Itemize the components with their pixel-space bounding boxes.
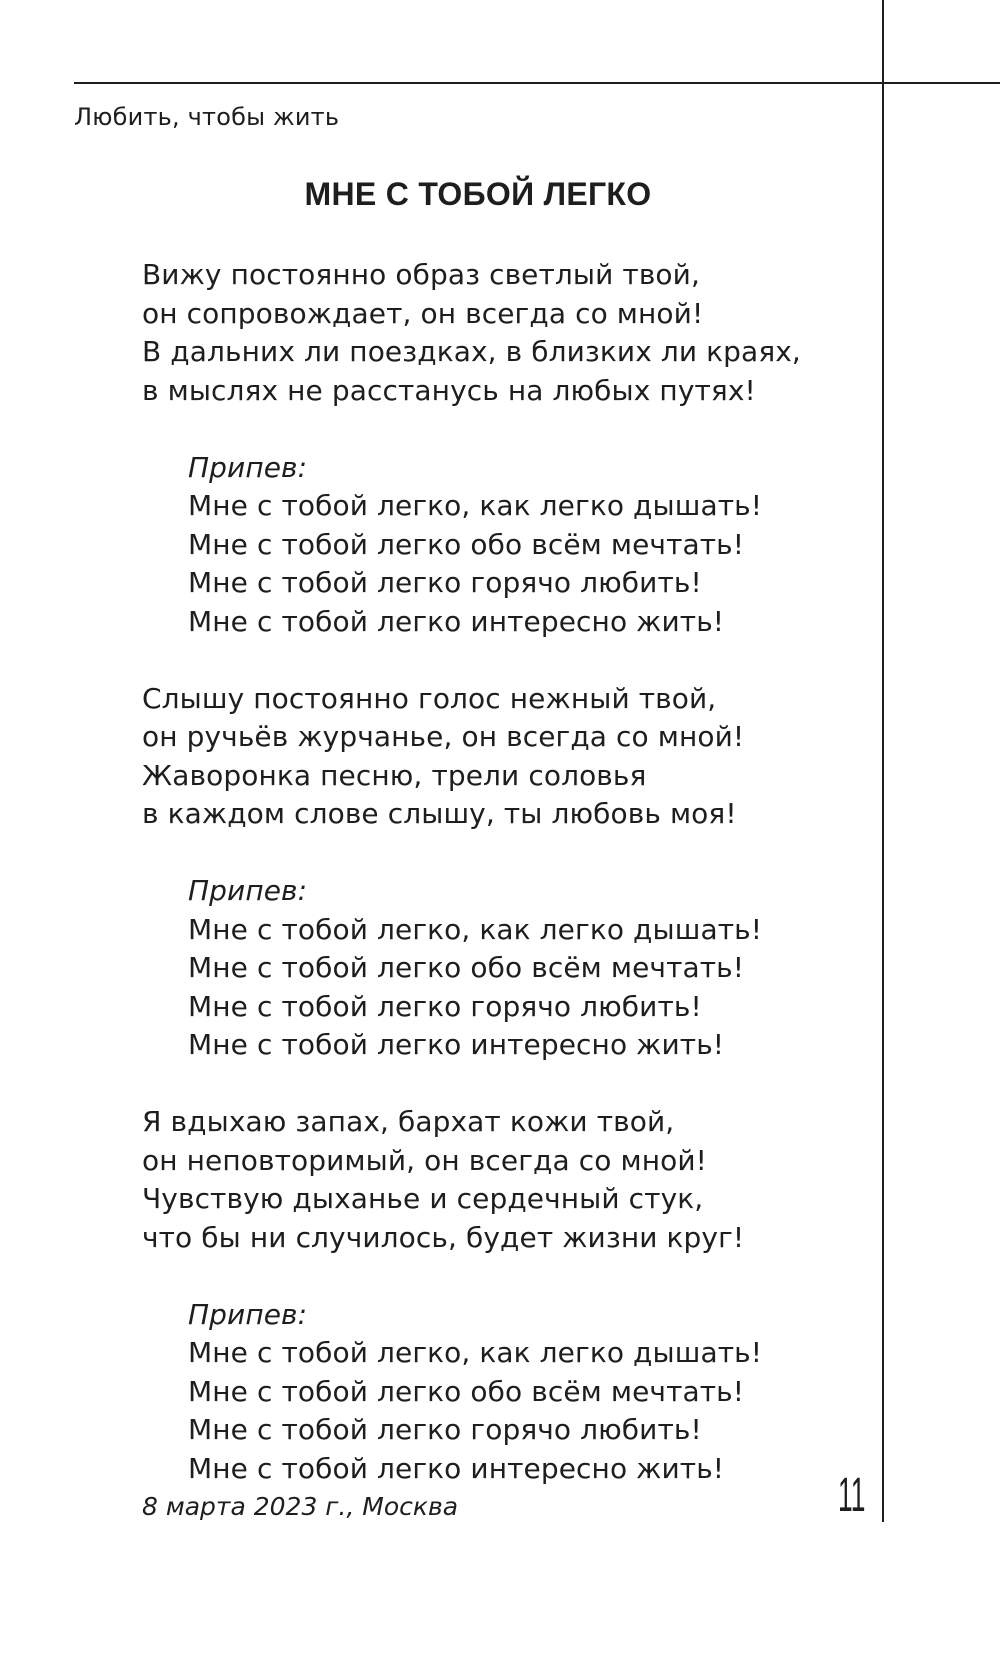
poem-title: МНЕ С ТОБОЙ ЛЕГКО bbox=[304, 176, 652, 212]
chorus-stanza bbox=[142, 449, 877, 642]
chorus-line: Мне с тобой легко, как легко дышать! bbox=[188, 1336, 763, 1369]
page-number-rule bbox=[882, 1476, 884, 1522]
date-place: 8 марта 2023 г., Москва bbox=[142, 1492, 459, 1521]
verse-line: он ручьёв журчанье, он всегда со мной! bbox=[142, 720, 745, 753]
chorus-stanza bbox=[142, 872, 877, 1065]
chorus-label: Припев: bbox=[188, 874, 308, 907]
margin-rule bbox=[882, 0, 884, 1476]
verse-stanza bbox=[142, 1103, 877, 1257]
verse-line: в мыслях не расстанусь на любых путях! bbox=[142, 373, 756, 407]
chorus-line: Мне с тобой легко интересно жить! bbox=[188, 1028, 725, 1061]
chorus-label: Припев: bbox=[188, 1297, 308, 1331]
verse-line: В дальних ли поездках, в близких ли краях, bbox=[142, 335, 801, 368]
chorus-line: Мне с тобой легко обо всём мечтать! bbox=[188, 527, 745, 561]
chorus-line: Мне с тобой легко интересно жить! bbox=[188, 1451, 725, 1485]
header-rule bbox=[74, 82, 1000, 84]
chorus-stanza bbox=[142, 1296, 877, 1489]
verse-line: Слышу постоянно голос нежный твой, bbox=[142, 681, 717, 715]
verse-line: Вижу постоянно образ светлый твой, bbox=[142, 258, 700, 291]
poem-body bbox=[142, 256, 877, 1488]
verse-line: что бы ни случилось, будет жизни круг! bbox=[142, 1220, 745, 1254]
verse-line: он неповторимый, он всегда со мной! bbox=[142, 1143, 707, 1177]
chorus-line: Мне с тобой легко интересно жить! bbox=[188, 604, 725, 638]
page-number: 11 bbox=[838, 1469, 866, 1522]
verse-line: в каждом слове слышу, ты любовь моя! bbox=[142, 797, 737, 830]
chorus-line: Мне с тобой легко горячо любить! bbox=[188, 1413, 702, 1446]
verse-stanza bbox=[142, 256, 877, 410]
verse-line: Я вдыхаю запах, бархат кожи твой, bbox=[142, 1105, 675, 1138]
verse-line: Чувствую дыханье и сердечный стук, bbox=[142, 1182, 704, 1215]
verse-line: он сопровождает, он всегда со мной! bbox=[142, 296, 704, 330]
chorus-line: Мне с тобой легко горячо любить! bbox=[188, 566, 702, 599]
verse-stanza bbox=[142, 680, 877, 834]
verse-line: Жаворонка песню, трели соловья bbox=[142, 758, 647, 792]
chorus-line: Мне с тобой легко, как легко дышать! bbox=[188, 912, 763, 946]
chorus-line: Мне с тобой легко горячо любить! bbox=[188, 989, 702, 1023]
chorus-line: Мне с тобой легко обо всём мечтать! bbox=[188, 951, 745, 984]
chorus-label: Припев: bbox=[188, 450, 308, 484]
chorus-line: Мне с тобой легко обо всём мечтать! bbox=[188, 1374, 745, 1408]
running-head: Любить, чтобы жить bbox=[74, 103, 340, 131]
chorus-line: Мне с тобой легко, как легко дышать! bbox=[188, 489, 763, 522]
